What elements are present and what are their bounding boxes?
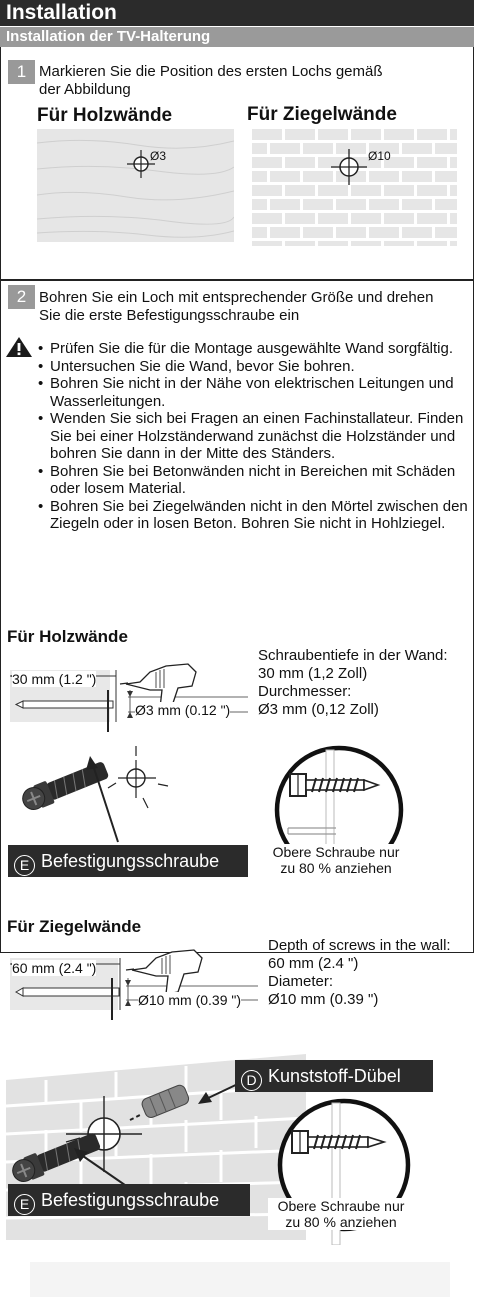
brick — [252, 157, 282, 168]
brick — [435, 171, 457, 182]
brick-section-title: Für Ziegelwände — [7, 917, 142, 936]
brick — [252, 227, 267, 238]
warning-list — [36, 340, 476, 533]
brick — [450, 213, 457, 224]
warning-icon — [5, 336, 33, 358]
warning-item: • Wenden Sie sich bei Fragen an einen Fachinstallateur. Finden Sie bei einer Holzständerwand zunächst die Holzständer und bohren Sie dann in der Mitte des Ständers. — [36, 410, 476, 463]
wood-depth-dimension: 30 mm (1.2 ") — [12, 671, 97, 687]
brick-spec-text: Depth of screws in the wall: 60 mm (2.4 ") Diameter: Ø10 mm (0.39 ") — [268, 937, 451, 1008]
brick — [270, 143, 300, 154]
brick — [417, 129, 447, 140]
brick — [417, 157, 447, 168]
wood-torque-caption: Obere Schraube nur zu 80 % anziehen — [263, 844, 409, 876]
section-title: Installation der TV-Halterung — [0, 27, 474, 47]
brick — [369, 199, 399, 210]
wood-wall-heading: Für Holzwände — [37, 105, 173, 126]
brick — [435, 143, 457, 154]
brick — [285, 241, 315, 246]
wood-section-title: Für Holzwände — [7, 627, 128, 646]
step-1-instruction: Markieren Sie die Position des ersten Lochs gemäß der Abbildung — [39, 63, 383, 98]
brick — [450, 129, 457, 140]
brick — [303, 227, 333, 238]
brick — [450, 185, 457, 196]
brick — [384, 185, 414, 196]
wood-hole-size: Ø3 — [150, 149, 167, 163]
brick — [285, 185, 315, 196]
brick — [318, 129, 348, 140]
brick — [417, 241, 447, 246]
brick-screw-label: E Befestigungsschraube — [8, 1184, 250, 1216]
brick — [252, 199, 267, 210]
warning-item: • Untersuchen Sie die Wand, bevor Sie bohren. — [36, 358, 476, 376]
brick — [351, 241, 381, 246]
brick-hole-size: Ø10 — [368, 149, 391, 163]
brick-depth-dimension: 60 mm (2.4 ") — [12, 960, 97, 976]
brick-drill-diagram — [8, 926, 263, 1026]
brick — [270, 199, 300, 210]
warning-item: • Prüfen Sie die für die Montage ausgewählte Wand sorgfältig. — [36, 340, 476, 358]
brick — [384, 129, 414, 140]
wood-wall-illustration — [37, 129, 234, 242]
brick — [450, 241, 457, 246]
brick — [252, 213, 282, 224]
step-2-instruction: Bohren Sie ein Loch mit entsprechender Größe und drehen Sie die erste Befestigungsschraube ein — [39, 289, 434, 324]
brick — [369, 171, 399, 182]
brick — [336, 227, 366, 238]
brick-wall-heading: Für Ziegelwände — [247, 104, 397, 125]
part-d-icon: D — [241, 1070, 262, 1091]
brick — [435, 199, 457, 210]
brick — [318, 213, 348, 224]
wood-drill-diagram — [8, 640, 253, 740]
brick — [402, 227, 432, 238]
brick — [417, 185, 447, 196]
brick-crosshair-icon — [329, 147, 369, 187]
brick — [303, 199, 333, 210]
brick — [318, 241, 348, 246]
brick — [285, 157, 315, 168]
part-e-icon: E — [14, 855, 35, 876]
step-1-badge: 1 — [8, 60, 35, 84]
brick — [252, 241, 282, 246]
wood-diameter-dimension: Ø3 mm (0.12 ") — [135, 702, 231, 718]
brick — [270, 227, 300, 238]
wood-screw-illustration — [8, 738, 248, 850]
brick — [351, 213, 381, 224]
brick — [369, 227, 399, 238]
brick — [336, 199, 366, 210]
brick — [252, 129, 282, 140]
part-e-icon: E — [14, 1194, 35, 1215]
wood-spec-text: Schraubentiefe in der Wand: 30 mm (1,2 Zoll) Durchmesser: Ø3 mm (0,12 Zoll) — [258, 647, 448, 718]
step-2-badge: 2 — [8, 285, 35, 309]
brick — [384, 241, 414, 246]
brick — [417, 213, 447, 224]
brick — [402, 171, 432, 182]
brick — [402, 143, 432, 154]
warning-item: • Bohren Sie bei Betonwänden nicht in Bereichen mit Schäden oder losem Material. — [36, 463, 476, 498]
brick — [285, 213, 315, 224]
brick — [450, 157, 457, 168]
anchor-label: D Kunststoff-Dübel — [235, 1060, 433, 1092]
footer-band — [30, 1262, 450, 1297]
brick — [270, 171, 300, 182]
warning-item: • Bohren Sie nicht in der Nähe von elektrischen Leitungen und Wasserleitungen. — [36, 375, 476, 410]
brick — [384, 213, 414, 224]
brick — [351, 129, 381, 140]
warning-item: • Bohren Sie bei Ziegelwänden nicht in den Mörtel zwischen den Ziegeln oder in losen Beton. Bohren Sie nicht in Hohlziegel. — [36, 498, 476, 533]
page-title: Installation — [0, 0, 474, 26]
brick — [252, 143, 267, 154]
brick-torque-caption: Obere Schraube nur zu 80 % anziehen — [268, 1198, 414, 1230]
brick-diameter-dimension: Ø10 mm (0.39 ") — [138, 992, 241, 1008]
brick — [252, 171, 267, 182]
brick — [402, 199, 432, 210]
brick — [252, 185, 282, 196]
brick — [435, 227, 457, 238]
brick — [285, 129, 315, 140]
wood-screw-label: E Befestigungsschraube — [8, 845, 248, 877]
